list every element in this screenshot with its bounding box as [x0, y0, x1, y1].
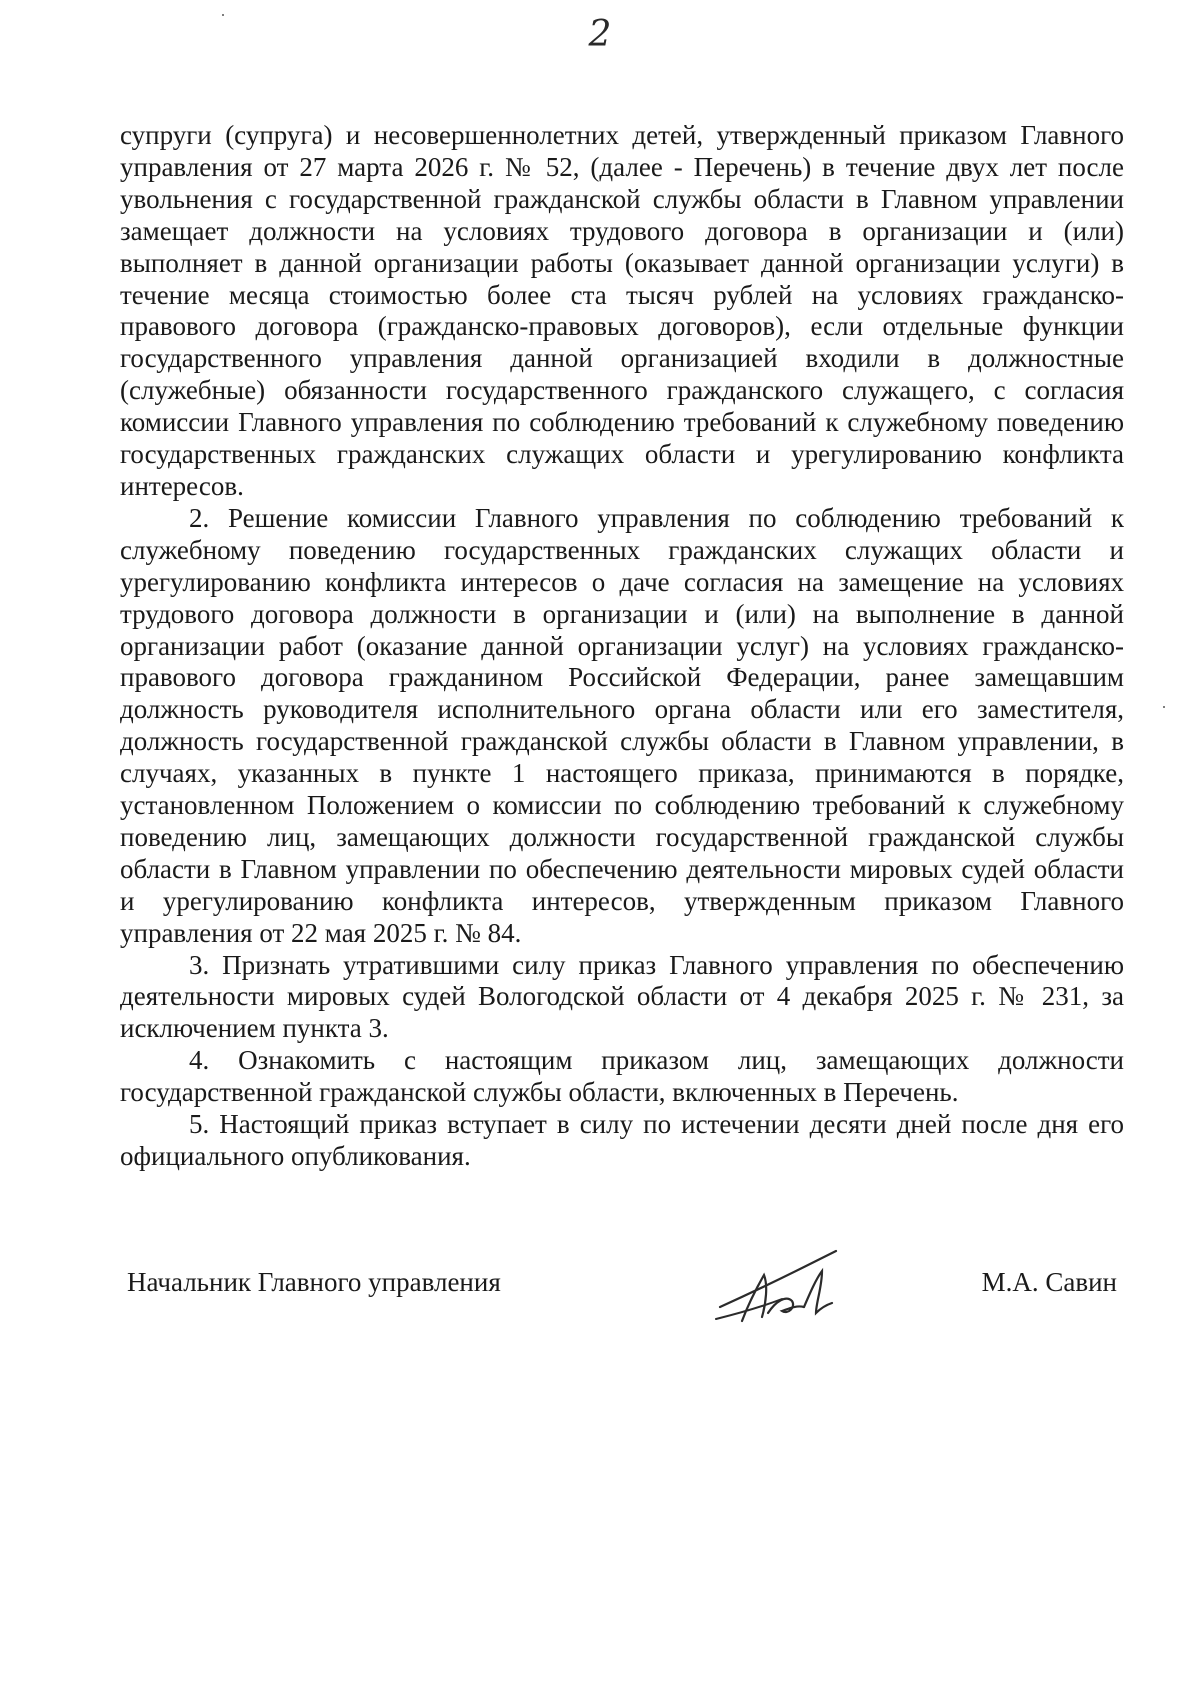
handwritten-signature [712, 1245, 842, 1335]
page-number: 2 [588, 14, 612, 55]
paragraph-item-3: 3. Признать утратившими силу приказ Главного управления по обеспечению деятельности мировых судей Вологодской области от 4 декабря 2025 г. № 231, за исключением пункта 3. [120, 949, 1124, 1044]
paragraph-item-5: 5. Настоящий приказ вступает в силу по истечении десяти дней после дня его официального опубликования. [120, 1109, 1124, 1171]
paragraph-continuation: супруги (супруга) и несовершеннолетних детей, утвержденный приказом Главного управления от 27 марта 2026 г. № 52, (далее - Перечень) в течение двух лет после увольнения с государственной гражданской службы области в Главном управлении замещает должности на условиях трудового договора в организации и (или) выполняет в данной организации работы (оказывает данной организации услуги) в течение месяца стоимостью более ста тысяч рублей на условиях гражданско-правового договора (гражданско-правовых договоров), если отдельные функции государственного управления данной организацией входили в должностные (служебные) обязанности государственного гражданского служащего, с согласия комиссии Главного управления по соблюдению требований к служебному поведению государственных гражданских служащих области и урегулированию конфликта интересов. [120, 120, 1124, 501]
scan-speck [222, 14, 224, 16]
signer-position: Начальник Главного управления [127, 1267, 501, 1297]
scan-speck [1163, 706, 1165, 708]
paragraph-item-2: 2. Решение комиссии Главного управления по соблюдению требований к служебному поведению государственных гражданских служащих области и урегулированию конфликта интересов о даче согласия на замещение на условиях трудового договора должности в организации и (или) на выполнение в данной организации работ (оказание данной организации услуг) на условиях гражданско-правового договора гражданином Российской Федерации, ранее замещавшим должность руководителя исполнительного органа области или его заместителя, должность государственной гражданской службы области в Главном управлении, в случаях, указанных в пункте 1 настоящего приказа, принимаются в порядке, установленном Положением о комиссии по соблюдению требований к служебному поведению лиц, замещающих должности государственной гражданской службы области в Главном управлении по обеспечению деятельности мировых судей области и урегулированию конфликта интересов, утвержденным приказом Главного управления от 22 мая 2025 г. № 84. [120, 502, 1124, 948]
signer-name: М.А. Савин [981, 1267, 1117, 1297]
signature-block [127, 1257, 1117, 1337]
document-body [120, 120, 1124, 1173]
paragraph-item-4: 4. Ознакомить с настоящим приказом лиц, замещающих должности государственной гражданской службы области, включенных в Перечень. [120, 1045, 1124, 1108]
